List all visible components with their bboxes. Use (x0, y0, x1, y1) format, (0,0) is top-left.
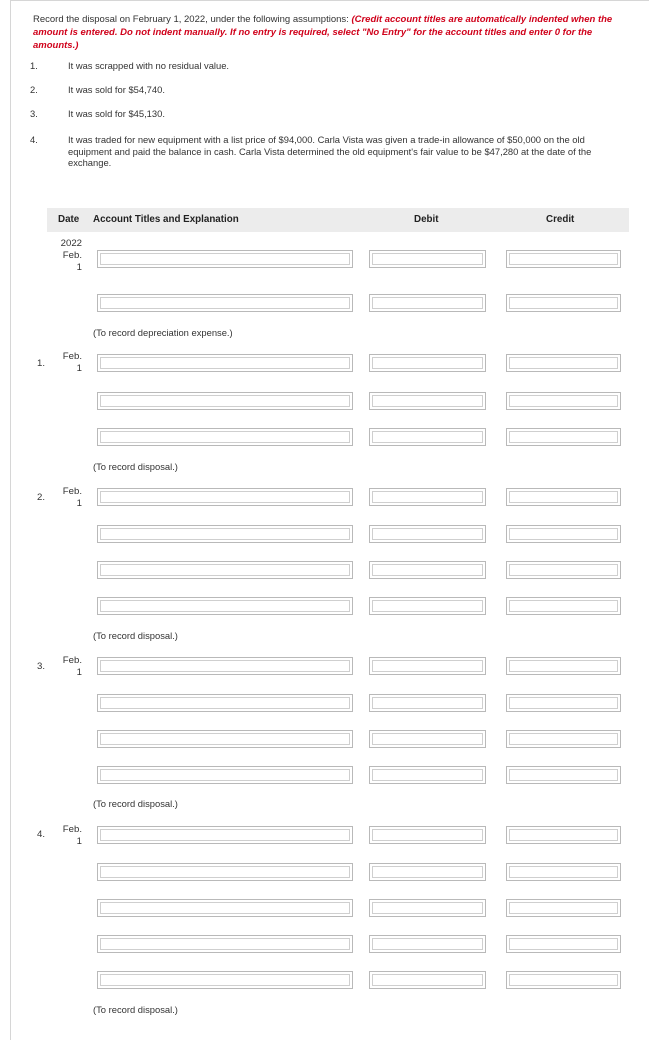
debit-input-inner-border (372, 600, 483, 612)
account-title-input[interactable] (97, 428, 353, 446)
header-debit: Debit (414, 214, 439, 225)
account-title-input[interactable] (97, 597, 353, 615)
debit-input-inner-border (372, 902, 483, 914)
account-title-input[interactable] (97, 294, 353, 312)
account-title-input-inner-border (100, 528, 350, 540)
assumption-text: It was sold for $54,740. (68, 84, 165, 95)
credit-input-inner-border (509, 938, 618, 950)
account-title-input-inner-border (100, 829, 350, 841)
account-title-input[interactable] (97, 935, 353, 953)
account-title-input[interactable] (97, 766, 353, 784)
debit-input[interactable] (369, 935, 486, 953)
account-title-input-inner-border (100, 902, 350, 914)
debit-input-inner-border (372, 829, 483, 841)
debit-input[interactable] (369, 428, 486, 446)
credit-input-inner-border (509, 974, 618, 986)
credit-input-inner-border (509, 357, 618, 369)
credit-input-inner-border (509, 733, 618, 745)
debit-input-inner-border (372, 357, 483, 369)
debit-input-inner-border (372, 974, 483, 986)
credit-input[interactable] (506, 694, 621, 712)
account-title-input-inner-border (100, 431, 350, 443)
debit-input-inner-border (372, 564, 483, 576)
assumption-text: It was scrapped with no residual value. (68, 60, 230, 71)
debit-input[interactable] (369, 392, 486, 410)
account-title-input-inner-border (100, 491, 350, 503)
credit-input[interactable] (506, 863, 621, 881)
date-month: Feb. (62, 824, 82, 835)
debit-input-inner-border (372, 733, 483, 745)
entry-number: 2. (37, 492, 46, 503)
credit-input-inner-border (509, 902, 618, 914)
account-title-input[interactable] (97, 354, 353, 372)
credit-input[interactable] (506, 899, 621, 917)
credit-input-inner-border (509, 564, 618, 576)
credit-input[interactable] (506, 657, 621, 675)
account-title-input-inner-border (100, 697, 350, 709)
entry-number: 1. (37, 358, 46, 369)
debit-input[interactable] (369, 971, 486, 989)
header-account: Account Titles and Explanation (93, 214, 239, 225)
debit-input-inner-border (372, 528, 483, 540)
account-title-input-inner-border (100, 660, 350, 672)
debit-input[interactable] (369, 597, 486, 615)
credit-input-inner-border (509, 491, 618, 503)
credit-input-inner-border (509, 660, 618, 672)
credit-input-inner-border (509, 769, 618, 781)
date-month: Feb. (62, 250, 82, 261)
debit-input-inner-border (372, 866, 483, 878)
account-title-input[interactable] (97, 657, 353, 675)
debit-input-inner-border (372, 395, 483, 407)
instructions-note: (Credit account titles are automatically indented when the amount is entered. Do not indent manually. If no entry is required, select "No Entry" for the account titles and enter 0 for the amounts.) (33, 14, 613, 51)
entry-explanation: (To record disposal.) (93, 798, 178, 809)
date-day: 1 (76, 363, 82, 374)
debit-input[interactable] (369, 657, 486, 675)
debit-input[interactable] (369, 354, 486, 372)
assumption-number: 4. (30, 134, 38, 145)
credit-input[interactable] (506, 525, 621, 543)
credit-input[interactable] (506, 597, 621, 615)
credit-input[interactable] (506, 488, 621, 506)
debit-input-inner-border (372, 491, 483, 503)
date-month: Feb. (62, 486, 82, 497)
debit-input-inner-border (372, 297, 483, 309)
instructions (33, 13, 633, 52)
entry-date (50, 351, 82, 375)
entry-date (50, 238, 82, 274)
debit-input[interactable] (369, 863, 486, 881)
page-frame-left (10, 0, 11, 1040)
account-title-input-inner-border (100, 600, 350, 612)
assumption-text: It was sold for $45,130. (68, 108, 165, 119)
credit-input-inner-border (509, 528, 618, 540)
debit-input[interactable] (369, 899, 486, 917)
instructions-lead: Record the disposal on February 1, 2022, under the following assumptions: (33, 14, 349, 25)
credit-input[interactable] (506, 428, 621, 446)
account-title-input-inner-border (100, 769, 350, 781)
date-day: 1 (76, 262, 82, 273)
credit-input-inner-border (509, 395, 618, 407)
debit-input[interactable] (369, 250, 486, 268)
assumption-number: 2. (30, 84, 38, 95)
credit-input-inner-border (509, 297, 618, 309)
account-title-input-inner-border (100, 253, 350, 265)
journal-header (47, 208, 629, 232)
account-title-input-inner-border (100, 357, 350, 369)
credit-input[interactable] (506, 766, 621, 784)
entry-date (50, 824, 82, 848)
credit-input[interactable] (506, 826, 621, 844)
header-credit: Credit (546, 214, 575, 225)
credit-input[interactable] (506, 971, 621, 989)
entry-explanation: (To record disposal.) (93, 461, 178, 472)
date-month: Feb. (62, 351, 82, 362)
account-title-input[interactable] (97, 561, 353, 579)
entry-explanation: (To record depreciation expense.) (93, 327, 233, 338)
credit-input-inner-border (509, 431, 618, 443)
date-day: 1 (76, 836, 82, 847)
account-title-input[interactable] (97, 525, 353, 543)
assumption-text: It was traded for new equipment with a list price of $94,000. Carla Vista was given a trade-in allowance of $50,000 on the old equipment and paid the balance in cash. Carla Vista determined the old equipment's fair value to be $47,280 at the date of the exchange. (68, 134, 592, 168)
debit-input[interactable] (369, 488, 486, 506)
debit-input-inner-border (372, 253, 483, 265)
debit-input[interactable] (369, 766, 486, 784)
account-title-input[interactable] (97, 826, 353, 844)
credit-input[interactable] (506, 392, 621, 410)
credit-input[interactable] (506, 250, 621, 268)
account-title-input[interactable] (97, 694, 353, 712)
date-year: 2022 (60, 238, 82, 249)
entry-number: 3. (37, 661, 46, 672)
credit-input-inner-border (509, 866, 618, 878)
account-title-input[interactable] (97, 250, 353, 268)
debit-input[interactable] (369, 525, 486, 543)
assumption-number: 3. (30, 108, 38, 119)
debit-input[interactable] (369, 730, 486, 748)
credit-input[interactable] (506, 935, 621, 953)
account-title-input-inner-border (100, 733, 350, 745)
debit-input[interactable] (369, 294, 486, 312)
date-day: 1 (76, 667, 82, 678)
entry-date (50, 486, 82, 510)
account-title-input-inner-border (100, 297, 350, 309)
credit-input-inner-border (509, 697, 618, 709)
debit-input[interactable] (369, 561, 486, 579)
credit-input-inner-border (509, 829, 618, 841)
credit-input[interactable] (506, 354, 621, 372)
date-day: 1 (76, 498, 82, 509)
header-date: Date (58, 214, 80, 225)
credit-input-inner-border (509, 600, 618, 612)
account-title-input[interactable] (97, 730, 353, 748)
debit-input-inner-border (372, 938, 483, 950)
debit-input[interactable] (369, 826, 486, 844)
credit-input[interactable] (506, 561, 621, 579)
credit-input-inner-border (509, 253, 618, 265)
account-title-input-inner-border (100, 866, 350, 878)
credit-input[interactable] (506, 294, 621, 312)
page-frame-top (10, 0, 649, 1)
account-title-input[interactable] (97, 488, 353, 506)
account-title-input[interactable] (97, 392, 353, 410)
account-title-input[interactable] (97, 971, 353, 989)
entry-explanation: (To record disposal.) (93, 630, 178, 641)
debit-input-inner-border (372, 769, 483, 781)
account-title-input[interactable] (97, 863, 353, 881)
date-month: Feb. (62, 655, 82, 666)
account-title-input-inner-border (100, 938, 350, 950)
entry-number: 4. (37, 829, 46, 840)
entry-explanation: (To record disposal.) (93, 1004, 178, 1015)
account-title-input-inner-border (100, 564, 350, 576)
credit-input[interactable] (506, 730, 621, 748)
entry-date (50, 655, 82, 679)
debit-input-inner-border (372, 697, 483, 709)
debit-input-inner-border (372, 660, 483, 672)
debit-input[interactable] (369, 694, 486, 712)
account-title-input-inner-border (100, 974, 350, 986)
assumption-number: 1. (30, 60, 38, 71)
account-title-input[interactable] (97, 899, 353, 917)
account-title-input-inner-border (100, 395, 350, 407)
debit-input-inner-border (372, 431, 483, 443)
